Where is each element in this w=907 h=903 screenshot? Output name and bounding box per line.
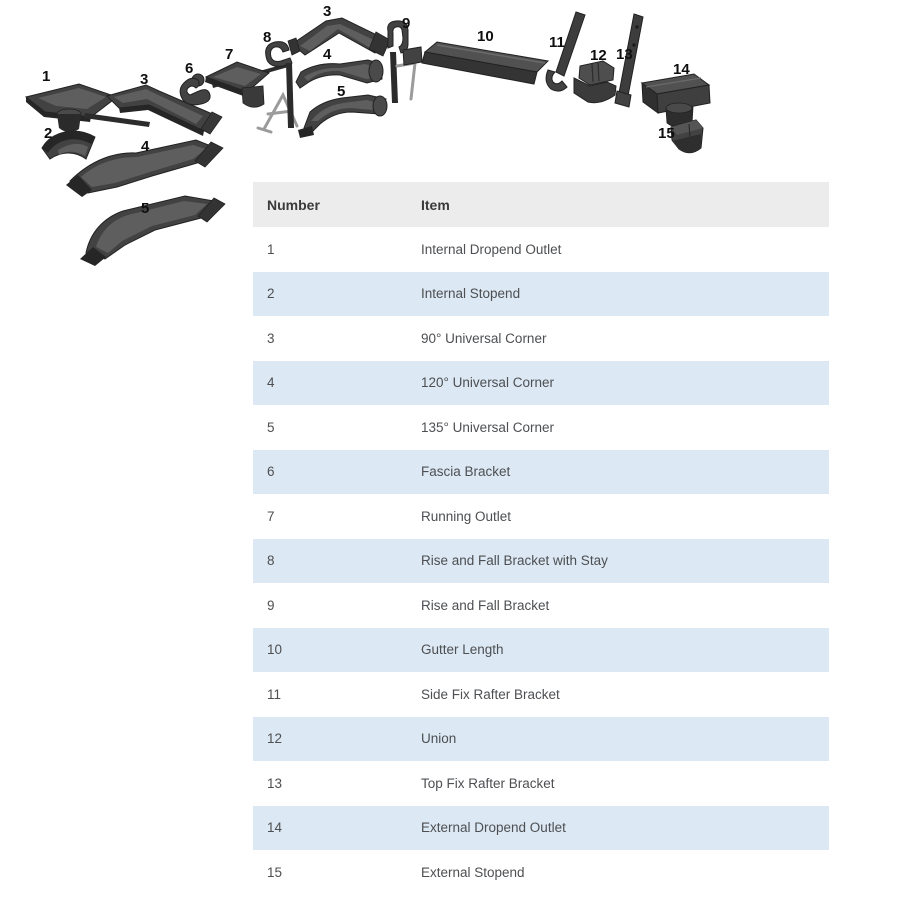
table-row [253, 806, 829, 851]
part-label: 8 [263, 29, 272, 46]
number-cell: 7 [267, 508, 275, 524]
number-cell: 8 [267, 553, 275, 569]
item-cell: Internal Dropend Outlet [421, 241, 562, 257]
table-row [253, 272, 829, 317]
table-row [253, 672, 829, 717]
header-number: Number [267, 196, 320, 213]
number-cell: 14 [267, 820, 283, 836]
number-cell: 6 [267, 464, 275, 480]
part-label: 15 [658, 125, 675, 142]
part-side-fix-rafter-bracket [546, 12, 585, 91]
item-cell: Fascia Bracket [421, 464, 511, 480]
item-cell: Rise and Fall Bracket [421, 597, 550, 613]
part-label: 4 [141, 138, 150, 155]
table-row [253, 539, 829, 584]
number-cell: 10 [267, 642, 283, 658]
table-row [253, 628, 829, 673]
item-cell: 135° Universal Corner [421, 419, 554, 435]
part-gutter-length [403, 42, 548, 84]
part-label: 1 [42, 68, 51, 85]
part-label: 13 [616, 46, 633, 63]
table-header-row [253, 182, 829, 227]
item-cell: Rise and Fall Bracket with Stay [421, 553, 608, 569]
part-label: 6 [185, 60, 194, 77]
part-label: 9 [402, 15, 411, 32]
number-cell: 9 [267, 597, 275, 613]
number-cell: 1 [267, 241, 275, 257]
part-fascia-bracket [180, 74, 210, 105]
number-cell: 2 [267, 286, 275, 302]
part-label: 3 [323, 3, 332, 20]
number-cell: 15 [267, 864, 283, 880]
item-cell: Side Fix Rafter Bracket [421, 686, 560, 702]
table-row [253, 494, 829, 539]
number-cell: 13 [267, 775, 283, 791]
part-label: 12 [590, 47, 607, 64]
table-row [253, 850, 829, 895]
part-label: 5 [141, 200, 150, 217]
table-row [253, 583, 829, 628]
part-label: 10 [477, 28, 494, 45]
table-row [253, 450, 829, 495]
item-cell: External Dropend Outlet [421, 820, 566, 836]
item-cell: 90° Universal Corner [421, 330, 547, 346]
item-cell: External Stopend [421, 864, 525, 880]
parts-table [253, 182, 829, 895]
part-label: 5 [337, 83, 346, 100]
part-external-dropend-outlet [642, 74, 710, 128]
item-cell: 120° Universal Corner [421, 375, 554, 391]
header-item: Item [421, 196, 450, 213]
number-cell: 12 [267, 731, 283, 747]
part-label: 2 [44, 125, 53, 142]
part-union [574, 61, 616, 103]
part-label: 14 [673, 61, 690, 78]
table-row [253, 316, 829, 361]
part-135-corner-right [298, 95, 387, 138]
item-cell: Top Fix Rafter Bracket [421, 775, 555, 791]
number-cell: 4 [267, 375, 275, 391]
item-cell: Running Outlet [421, 508, 512, 524]
item-cell: Union [421, 731, 457, 747]
part-label: 11 [549, 34, 565, 51]
number-cell: 3 [267, 330, 275, 346]
number-cell: 11 [267, 686, 282, 702]
table-row [253, 361, 829, 406]
table-row [253, 405, 829, 450]
part-label: 4 [323, 46, 332, 63]
part-90-corner-top [288, 18, 390, 56]
item-cell: Gutter Length [421, 642, 504, 658]
part-label: 7 [225, 46, 234, 63]
part-label: 3 [140, 71, 149, 88]
part-135-corner-left [80, 196, 225, 266]
number-cell: 5 [267, 419, 275, 435]
table-row [253, 761, 829, 806]
table-row [253, 717, 829, 762]
table-body [253, 227, 829, 895]
item-cell: Internal Stopend [421, 286, 521, 302]
table-row [253, 227, 829, 272]
